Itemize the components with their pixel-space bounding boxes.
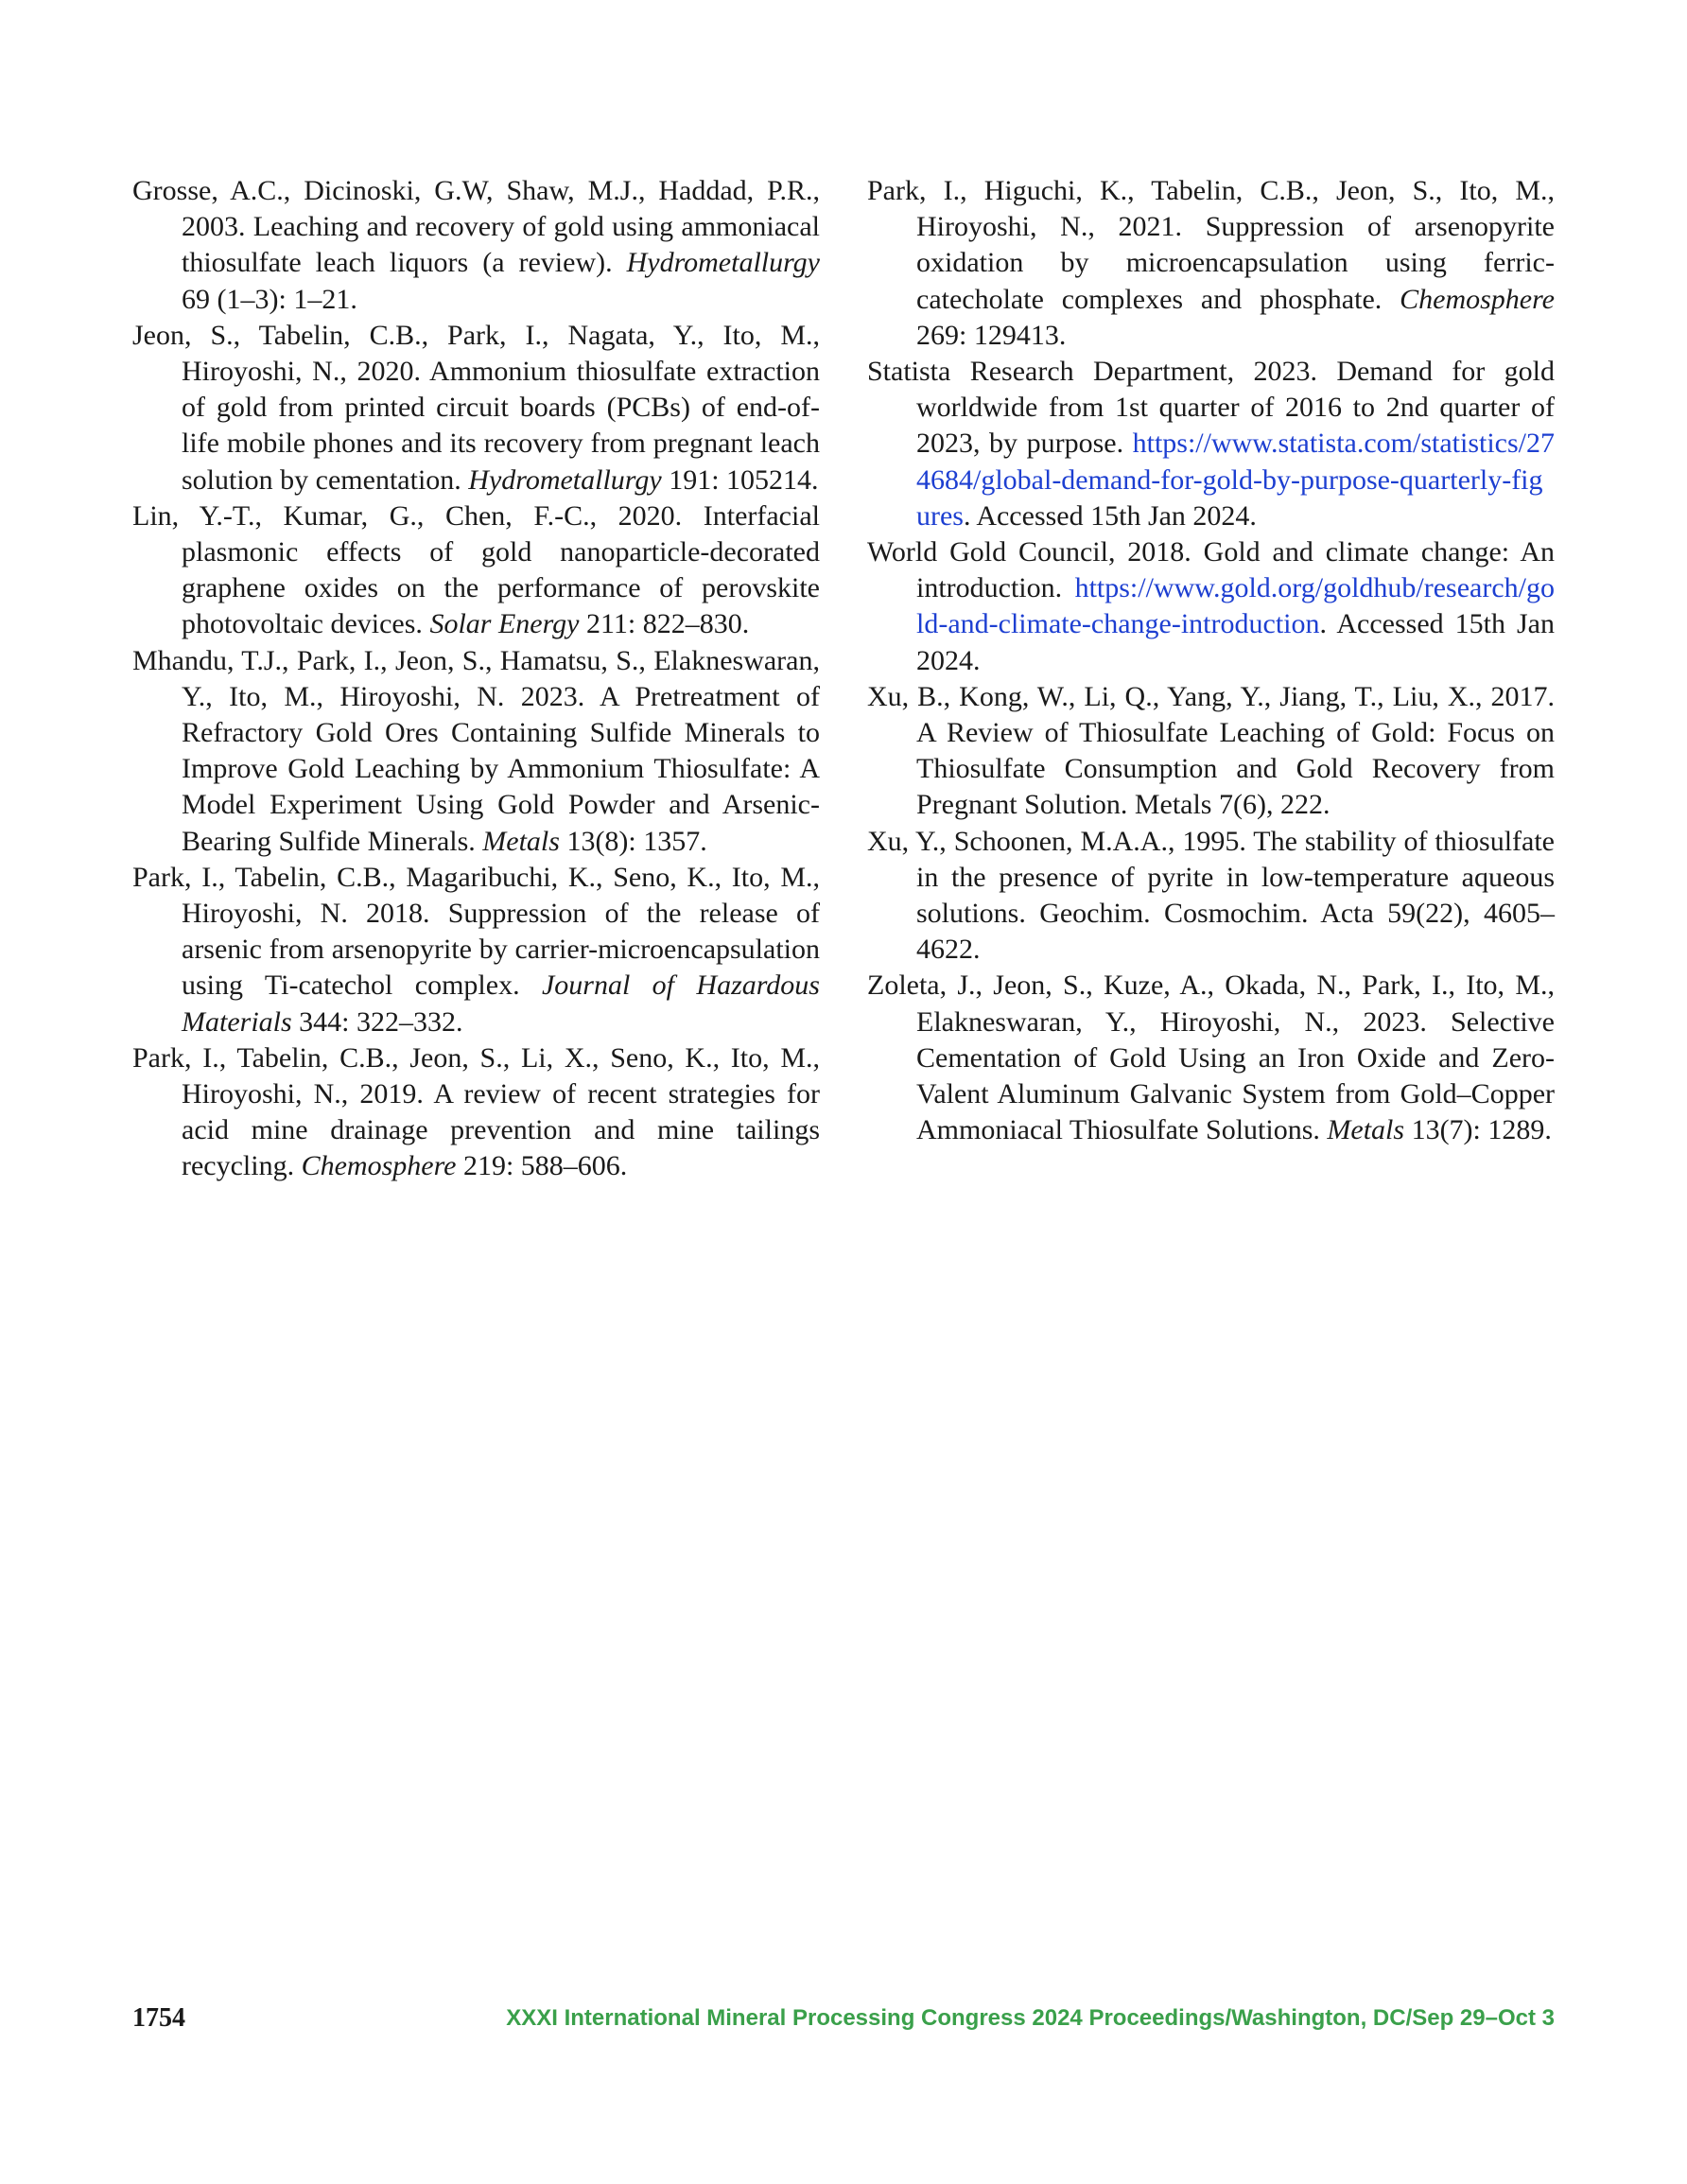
journal-name: Metals	[1327, 1114, 1405, 1146]
reference-details: 13(8): 1357.	[559, 825, 707, 857]
journal-name: Chemosphere	[301, 1150, 457, 1182]
reference-details: 344: 322–332.	[291, 1005, 463, 1038]
reference-details: 69 (1–3): 1–21.	[182, 283, 357, 315]
reference-text: World Gold Council, 2018. Gold and climate change: An introduction.	[867, 536, 1555, 604]
reference-entry	[132, 498, 820, 643]
reference-details: 191: 105214.	[661, 463, 819, 496]
reference-details: 211: 822–830.	[579, 608, 750, 640]
page-number: 1754	[132, 2003, 185, 2033]
reference-entry	[132, 318, 820, 498]
reference-entry	[867, 968, 1555, 1148]
journal-name: Chemosphere	[1400, 283, 1555, 315]
reference-text: Xu, B., Kong, W., Li, Q., Yang, Y., Jiang, T., Liu, X., 2017. A Review of Thiosulfate Leaching of Gold: Focus on Thiosulfate Consumption and Gold Recovery from Pregnant Solution. Metals 7(6), 222.	[867, 680, 1555, 821]
journal-name: Hydrometallurgy	[626, 247, 820, 279]
reference-entry	[132, 643, 820, 860]
reference-entry	[132, 173, 820, 318]
reference-details: . Accessed 15th Jan 2024.	[916, 608, 1555, 676]
reference-text: Lin, Y.-T., Kumar, G., Chen, F.-C., 2020. Interfacial plasmonic effects of gold nanoparticle-decorated graphene oxides on the performance of perovskite photovoltaic devices.	[132, 499, 820, 640]
reference-entry	[867, 173, 1555, 354]
reference-text: Park, I., Tabelin, C.B., Magaribuchi, K., Seno, K., Ito, M., Hiroyoshi, N. 2018. Suppression of the release of arsenic from arsenopyrite by carrier-microencapsulation using Ti-catechol complex.	[132, 861, 820, 1002]
reference-entry	[132, 860, 820, 1040]
references-left-column	[132, 173, 820, 1185]
reference-link[interactable]: https://www.statista.com/statistics/274684/global-demand-for-gold-by-purpose-quarterly-figures	[916, 428, 1555, 532]
reference-link[interactable]: https://www.gold.org/goldhub/research/gold-and-climate-change-introduction	[916, 572, 1555, 640]
reference-entry	[867, 534, 1555, 679]
reference-entry	[867, 824, 1555, 969]
journal-name: Journal of Hazardous Materials	[182, 970, 820, 1038]
reference-entry	[867, 679, 1555, 824]
journal-name: Hydrometallurgy	[468, 463, 662, 496]
proceedings-title: XXXI International Mineral Processing Congress 2024 Proceedings/Washington, DC/Sep 29–Oct 3	[506, 2005, 1555, 2031]
references-right-column	[867, 173, 1555, 1148]
reference-text: Statista Research Department, 2023. Demand for gold worldwide from 1st quarter of 2016 to 2nd quarter of 2023, by purpose.	[867, 356, 1555, 460]
reference-text: Jeon, S., Tabelin, C.B., Park, I., Nagata, Y., Ito, M., Hiroyoshi, N., 2020. Ammonium thiosulfate extraction of gold from printed circuit boards (PCBs) of end-of-life mobile phones and its recovery from pregnant leach solution by cementation.	[132, 319, 820, 496]
journal-name: Metals	[482, 825, 560, 857]
reference-text: Park, I., Higuchi, K., Tabelin, C.B., Jeon, S., Ito, M., Hiroyoshi, N., 2021. Suppression of arsenopyrite oxidation by microencapsulation using ferric-catecholate complexes and phosphate.	[867, 175, 1555, 315]
reference-text: Grosse, A.C., Dicinoski, G.W, Shaw, M.J., Haddad, P.R., 2003. Leaching and recovery of gold using ammoniacal thiosulfate leach liquors (a review).	[132, 175, 820, 279]
reference-details: 13(7): 1289.	[1404, 1114, 1552, 1146]
reference-details: 269: 129413.	[916, 319, 1067, 351]
reference-text: Mhandu, T.J., Park, I., Jeon, S., Hamatsu, S., Elakneswaran, Y., Ito, M., Hiroyoshi, N. 2023. A Pretreatment of Refractory Gold Ores Containing Sulfide Minerals to Improve Gold Leaching by Ammonium Thiosulfate: A Model Experiment Using Gold Powder and Arsenic-Bearing Sulfide Minerals.	[132, 644, 820, 857]
reference-entry	[867, 354, 1555, 534]
reference-text: Park, I., Tabelin, C.B., Jeon, S., Li, X., Seno, K., Ito, M., Hiroyoshi, N., 2019. A review of recent strategies for acid mine drainage prevention and mine tailings recycling.	[132, 1041, 820, 1182]
reference-text: Xu, Y., Schoonen, M.A.A., 1995. The stability of thiosulfate in the presence of pyrite in low-temperature aqueous solutions. Geochim. Cosmochim. Acta 59(22), 4605–4622.	[867, 825, 1555, 966]
journal-name: Solar Energy	[429, 608, 580, 640]
reference-details: 219: 588–606.	[456, 1150, 628, 1182]
reference-details: . Accessed 15th Jan 2024.	[963, 499, 1257, 532]
reference-entry	[132, 1040, 820, 1185]
reference-text: Zoleta, J., Jeon, S., Kuze, A., Okada, N., Park, I., Ito, M., Elakneswaran, Y., Hiroyoshi, N., 2023. Selective Cementation of Gold Using an Iron Oxide and Zero-Valent Aluminum Galvanic System from Gold–Copper Ammoniacal Thiosulfate Solutions.	[867, 970, 1555, 1146]
